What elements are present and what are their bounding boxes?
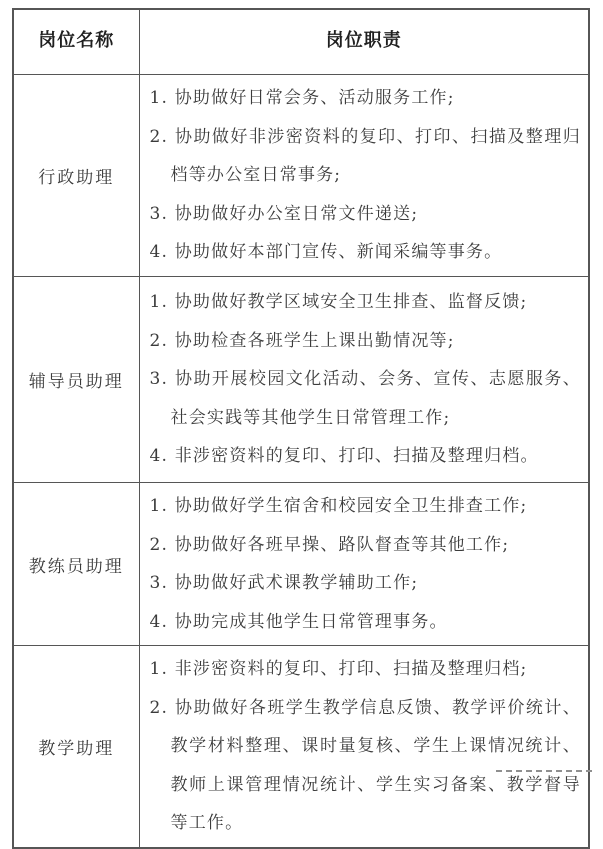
job-positions-table (12, 8, 590, 849)
duty-item: 3. 协助做好武术课教学辅助工作; (149, 573, 419, 593)
table-row (13, 75, 589, 277)
header-position-duties: 岗位职责 (139, 9, 589, 75)
duty-item: 3. 协助做好办公室日常文件递送; (149, 203, 419, 224)
duty-item: 2. 协助做好各班早操、路队督查等其他工作; (149, 534, 510, 555)
duty-item: 2. 协助做好非涉密资料的复印、打印、扫描及整理归档等办公室日常事务; (149, 126, 581, 186)
table-row (13, 646, 589, 848)
duties-cell (139, 483, 589, 646)
position-name: 行政助理 (13, 75, 139, 277)
duty-item: 4. 协助完成其他学生日常管理事务。 (149, 611, 448, 632)
position-name: 教练员助理 (13, 483, 139, 646)
duties-cell (139, 75, 589, 277)
duties-cell (139, 646, 589, 848)
duty-item: 1. 协助做好日常会务、活动服务工作; (149, 88, 455, 109)
duty-item: 3. 协助开展校园文化活动、会务、宣传、志愿服务、社会实践等其他学生日常管理工作; (149, 369, 581, 428)
bottom-border-dashed-artifact (496, 770, 592, 772)
header-row (13, 9, 589, 75)
table-row (13, 277, 589, 483)
duty-item: 1. 协助做好教学区域安全卫生排查、监督反馈; (149, 292, 528, 313)
duty-item: 4. 非涉密资料的复印、打印、扫描及整理归档。 (149, 446, 539, 467)
duty-item: 1. 协助做好学生宿舍和校园安全卫生排查工作; (149, 496, 528, 516)
duty-item: 2. 协助做好各班学生教学信息反馈、教学评价统计、教学材料整理、课时量复核、学生上课情况统计、教师上课管理情况统计、学生实习备案、教学督导等工作。 (149, 697, 581, 833)
duties-cell (139, 277, 589, 483)
header-position-name: 岗位名称 (13, 9, 139, 75)
position-name: 教学助理 (13, 646, 139, 848)
duty-item: 2. 协助检查各班学生上课出勤情况等; (149, 330, 455, 351)
duty-item: 4. 协助做好本部门宣传、新闻采编等事务。 (149, 242, 503, 263)
duty-item: 1. 非涉密资料的复印、打印、扫描及整理归档; (149, 659, 528, 679)
table-row (13, 483, 589, 646)
position-name: 辅导员助理 (13, 277, 139, 483)
